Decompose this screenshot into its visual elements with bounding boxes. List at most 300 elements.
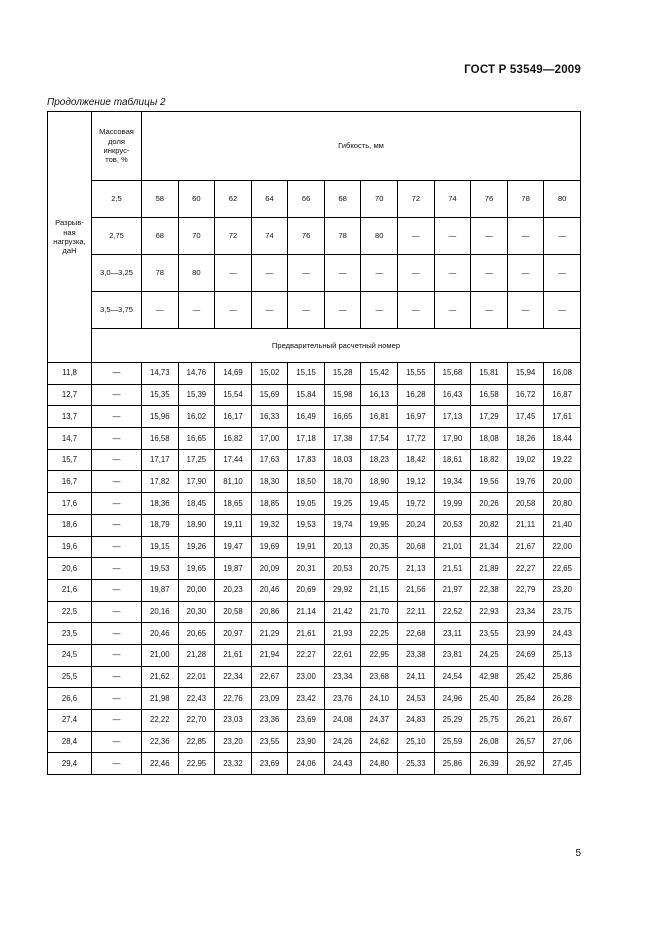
table-row [48, 644, 581, 666]
calc-number-cell: 24,96 [434, 688, 471, 710]
calc-number-cell: 20,53 [324, 558, 361, 580]
calc-number-cell: 17,00 [251, 428, 288, 450]
load-cell: 25,5 [48, 666, 92, 688]
calc-number-cell: 17,61 [544, 406, 581, 428]
calc-number-cell: 23,20 [544, 579, 581, 601]
calc-number-cell: 15,84 [288, 384, 325, 406]
calc-number-cell: 24,80 [361, 753, 398, 775]
calc-number-cell: 26,57 [507, 731, 544, 753]
mass-cell: — [92, 406, 142, 428]
calc-number-cell: 25,40 [471, 688, 508, 710]
flexibility-cell: — [398, 292, 435, 329]
calc-number-cell: 22,00 [544, 536, 581, 558]
calc-number-cell: 25,84 [507, 688, 544, 710]
calc-number-cell: 19,53 [142, 558, 179, 580]
calc-number-cell: 19,56 [471, 471, 508, 493]
calc-number-cell: 20,30 [178, 601, 215, 623]
calc-number-cell: 22,27 [507, 558, 544, 580]
calc-number-cell: 20,97 [215, 623, 252, 645]
load-cell: 23,5 [48, 623, 92, 645]
calc-number-cell: 20,13 [324, 536, 361, 558]
flexibility-cell: 72 [215, 218, 252, 255]
calc-number-cell: 22,27 [288, 644, 325, 666]
calc-number-cell: 26,39 [471, 753, 508, 775]
calc-number-cell: 19,53 [288, 514, 325, 536]
load-cell: 15,7 [48, 449, 92, 471]
calc-number-cell: 21,93 [324, 623, 361, 645]
calc-number-cell: 23,55 [251, 731, 288, 753]
calc-number-cell: 22,38 [471, 579, 508, 601]
calc-number-cell: 25,42 [507, 666, 544, 688]
mass-cell: — [92, 514, 142, 536]
calc-number-cell: 24,83 [398, 710, 435, 732]
calc-number-cell: 22,79 [507, 579, 544, 601]
page-number: 5 [575, 848, 581, 859]
mass-cell: 3,5—3,75 [92, 292, 142, 329]
mass-column-header [92, 112, 142, 181]
calc-number-cell: 19,25 [324, 493, 361, 515]
flexibility-cell: 64 [251, 181, 288, 218]
calc-number-cell: 19,02 [507, 449, 544, 471]
calc-number-cell: 16,58 [471, 384, 508, 406]
calc-number-cell: 19,45 [361, 493, 398, 515]
calc-number-cell: 20,86 [251, 601, 288, 623]
flexibility-cell: — [434, 292, 471, 329]
calc-number-cell: 20,00 [178, 579, 215, 601]
calc-number-cell: 26,67 [544, 710, 581, 732]
calc-header-row [48, 329, 581, 363]
flexibility-cell: — [251, 255, 288, 292]
mass-header-text: Массовая доля инкрус- тов, % [99, 127, 134, 165]
calc-number-cell: 25,59 [434, 731, 471, 753]
calc-number-cell: 21,11 [507, 514, 544, 536]
calc-number-cell: 15,35 [142, 384, 179, 406]
calc-number-cell: 19,65 [178, 558, 215, 580]
calc-number-cell: 19,69 [251, 536, 288, 558]
calc-number-cell: 21,13 [398, 558, 435, 580]
calc-number-cell: 14,76 [178, 363, 215, 385]
calc-number-cell: 20,69 [288, 579, 325, 601]
calc-number-cell: 24,26 [324, 731, 361, 753]
calc-number-cell: 18,65 [215, 493, 252, 515]
calc-number-cell: 22,76 [215, 688, 252, 710]
calc-number-cell: 19,47 [215, 536, 252, 558]
flexibility-cell: 78 [507, 181, 544, 218]
load-cell: 22,5 [48, 601, 92, 623]
calc-number-cell: 18,36 [142, 493, 179, 515]
calc-number-cell: 18,44 [544, 428, 581, 450]
calc-number-cell: 23,36 [251, 710, 288, 732]
calc-number-cell: 19,12 [398, 471, 435, 493]
calc-number-cell: 18,42 [398, 449, 435, 471]
calc-number-cell: 21,67 [507, 536, 544, 558]
calc-number-cell: 27,45 [544, 753, 581, 775]
mass-cell: — [92, 558, 142, 580]
flexibility-cell: — [471, 292, 508, 329]
load-cell: 28,4 [48, 731, 92, 753]
calc-number-cell: 17,90 [178, 471, 215, 493]
flexibility-cell: — [507, 255, 544, 292]
calc-number-cell: 15,02 [251, 363, 288, 385]
calc-number-cell: 23,68 [361, 666, 398, 688]
calc-number-cell: 24,25 [471, 644, 508, 666]
table-caption: Продолжение таблицы 2 [47, 97, 166, 108]
calc-number-cell: 20,35 [361, 536, 398, 558]
flexibility-cell: 80 [178, 255, 215, 292]
table-row [48, 601, 581, 623]
flexibility-row [48, 181, 581, 218]
calc-number-cell: 21,14 [288, 601, 325, 623]
calc-number-cell: 21,00 [142, 644, 179, 666]
calc-number-cell: 20,23 [215, 579, 252, 601]
calc-number-cell: 24,11 [398, 666, 435, 688]
calc-number-cell: 23,34 [324, 666, 361, 688]
calc-number-cell: 15,54 [215, 384, 252, 406]
calc-number-cell: 25,29 [434, 710, 471, 732]
calc-number-cell: 22,95 [178, 753, 215, 775]
flexibility-cell: 76 [288, 218, 325, 255]
mass-cell: — [92, 428, 142, 450]
flexibility-cell: — [471, 255, 508, 292]
calc-number-cell: 21,42 [324, 601, 361, 623]
mass-cell: — [92, 688, 142, 710]
calc-number-cell: 25,86 [544, 666, 581, 688]
calc-number-cell: 23,42 [288, 688, 325, 710]
load-cell: 24,5 [48, 644, 92, 666]
flexibility-cell: — [434, 255, 471, 292]
calc-number-cell: 18,82 [471, 449, 508, 471]
calc-number-cell: 16,13 [361, 384, 398, 406]
calc-number-cell: 26,28 [544, 688, 581, 710]
calc-number-cell: 22,11 [398, 601, 435, 623]
calc-number-cell: 19,95 [361, 514, 398, 536]
flexibility-cell: 68 [142, 218, 179, 255]
calc-number-cell: 21,29 [251, 623, 288, 645]
standard-code: ГОСТ Р 53549—2009 [464, 64, 581, 76]
calc-number-cell: 23,55 [471, 623, 508, 645]
calc-number-cell: 22,52 [434, 601, 471, 623]
flexibility-cell: 62 [215, 181, 252, 218]
calc-number-cell: 21,98 [142, 688, 179, 710]
load-cell: 20,6 [48, 558, 92, 580]
calc-number-cell: 20,58 [215, 601, 252, 623]
load-cell: 27,4 [48, 710, 92, 732]
calc-number-cell: 17,45 [507, 406, 544, 428]
calc-number-cell: 22,01 [178, 666, 215, 688]
flexibility-cell: 76 [471, 181, 508, 218]
flexibility-cell: — [288, 292, 325, 329]
load-cell: 12,7 [48, 384, 92, 406]
calc-number-cell: 26,21 [507, 710, 544, 732]
calc-number-cell: 29,92 [324, 579, 361, 601]
calc-number-cell: 17,29 [471, 406, 508, 428]
calc-number-cell: 18,90 [361, 471, 398, 493]
mass-cell: — [92, 666, 142, 688]
calc-number-cell: 24,62 [361, 731, 398, 753]
calc-number-cell: 16,65 [324, 406, 361, 428]
calc-number-cell: 16,28 [398, 384, 435, 406]
calc-number-cell: 16,82 [215, 428, 252, 450]
mass-cell: — [92, 579, 142, 601]
calc-number-cell: 16,58 [142, 428, 179, 450]
calc-number-cell: 23,69 [251, 753, 288, 775]
table-row [48, 731, 581, 753]
flexibility-row [48, 218, 581, 255]
flexibility-cell: 68 [324, 181, 361, 218]
load-column-header [48, 112, 92, 363]
calc-number-cell: 20,09 [251, 558, 288, 580]
calc-number-cell: 18,61 [434, 449, 471, 471]
calc-number-cell: 20,82 [471, 514, 508, 536]
calc-number-cell: 24,37 [361, 710, 398, 732]
mass-cell: 3,0—3,25 [92, 255, 142, 292]
flexibility-cell: — [471, 218, 508, 255]
calc-number-cell: 20,16 [142, 601, 179, 623]
calc-number-cell: 16,08 [544, 363, 581, 385]
calc-number-cell: 19,22 [544, 449, 581, 471]
flexibility-cell: — [361, 292, 398, 329]
calc-number-cell: 23,32 [215, 753, 252, 775]
calc-number-cell: 25,13 [544, 644, 581, 666]
calc-number-cell: 19,15 [142, 536, 179, 558]
calc-number-cell: 20,46 [142, 623, 179, 645]
calc-number-cell: 22,22 [142, 710, 179, 732]
calc-number-cell: 22,68 [398, 623, 435, 645]
calc-number-cell: 17,90 [434, 428, 471, 450]
calc-number-cell: 20,65 [178, 623, 215, 645]
calc-number-cell: 22,95 [361, 644, 398, 666]
load-cell: 17,6 [48, 493, 92, 515]
table-row [48, 753, 581, 775]
flexibility-cell: — [251, 292, 288, 329]
calc-number-cell: 25,75 [471, 710, 508, 732]
calc-number-cell: 16,49 [288, 406, 325, 428]
calc-number-cell: 17,17 [142, 449, 179, 471]
calc-number-cell: 20,00 [544, 471, 581, 493]
calc-number-cell: 20,26 [471, 493, 508, 515]
calc-number-cell: 21,97 [434, 579, 471, 601]
calc-number-cell: 21,34 [471, 536, 508, 558]
calc-number-cell: 21,01 [434, 536, 471, 558]
flexibility-cell: — [142, 292, 179, 329]
flexibility-cell: 74 [434, 181, 471, 218]
calc-number-cell: 23,00 [288, 666, 325, 688]
table-row [48, 514, 581, 536]
calc-number-cell: 24,53 [398, 688, 435, 710]
calc-number-cell: 16,33 [251, 406, 288, 428]
calc-number-cell: 23,11 [434, 623, 471, 645]
calc-number-cell: 22,34 [215, 666, 252, 688]
table-row [48, 536, 581, 558]
flexibility-cell: 70 [361, 181, 398, 218]
calc-number-cell: 22,46 [142, 753, 179, 775]
calc-number-cell: 20,80 [544, 493, 581, 515]
load-cell: 29,4 [48, 753, 92, 775]
calc-number-cell: 18,03 [324, 449, 361, 471]
flexibility-cell: — [398, 255, 435, 292]
calc-number-cell: 20,58 [507, 493, 544, 515]
flexibility-cell: — [288, 255, 325, 292]
load-cell: 19,6 [48, 536, 92, 558]
mass-cell: — [92, 731, 142, 753]
calc-number-cell: 23,99 [507, 623, 544, 645]
calc-number-cell: 21,61 [215, 644, 252, 666]
flexibility-cell: — [434, 218, 471, 255]
flexibility-cell: — [507, 292, 544, 329]
calc-number-cell: 27,06 [544, 731, 581, 753]
calc-number-cell: 24,06 [288, 753, 325, 775]
calc-number-cell: 18,50 [288, 471, 325, 493]
table-row [48, 558, 581, 580]
calc-number-cell: 18,26 [507, 428, 544, 450]
calc-number-cell: 20,31 [288, 558, 325, 580]
calc-number-cell: 24,08 [324, 710, 361, 732]
load-cell: 16,7 [48, 471, 92, 493]
calc-number-cell: 16,02 [178, 406, 215, 428]
mass-cell: — [92, 363, 142, 385]
calc-number-cell: 21,94 [251, 644, 288, 666]
table-row [48, 471, 581, 493]
flexibility-cell: — [215, 255, 252, 292]
calc-number-cell: 18,30 [251, 471, 288, 493]
calc-number-cell: 15,39 [178, 384, 215, 406]
table-header-row [48, 112, 581, 181]
calc-number-cell: 16,87 [544, 384, 581, 406]
calc-number-cell: 21,62 [142, 666, 179, 688]
table-row [48, 710, 581, 732]
calc-number-cell: 15,68 [434, 363, 471, 385]
calc-number-cell: 26,92 [507, 753, 544, 775]
calc-number-cell: 16,17 [215, 406, 252, 428]
flexibility-cell: — [507, 218, 544, 255]
flexibility-cell: — [544, 255, 581, 292]
calc-number-cell: 22,25 [361, 623, 398, 645]
calc-number-cell: 19,32 [251, 514, 288, 536]
flexibility-cell: 80 [544, 181, 581, 218]
calc-number-header: Предварительный расчетный номер [92, 329, 581, 363]
flexibility-cell: — [544, 292, 581, 329]
calc-number-cell: 22,43 [178, 688, 215, 710]
calc-number-cell: 15,81 [471, 363, 508, 385]
flexibility-cell: — [361, 255, 398, 292]
calc-number-cell: 18,70 [324, 471, 361, 493]
calc-number-cell: 26,08 [471, 731, 508, 753]
calc-number-cell: 15,98 [324, 384, 361, 406]
calc-number-cell: 18,90 [178, 514, 215, 536]
calc-number-cell: 17,72 [398, 428, 435, 450]
calc-number-cell: 14,69 [215, 363, 252, 385]
flexibility-header: Гибкость, мм [142, 112, 581, 181]
flexibility-cell: — [398, 218, 435, 255]
flexibility-cell: 74 [251, 218, 288, 255]
mass-cell: — [92, 471, 142, 493]
calc-number-cell: 23,81 [434, 644, 471, 666]
flexibility-cell: 78 [324, 218, 361, 255]
calc-number-cell: 22,70 [178, 710, 215, 732]
calc-number-cell: 24,69 [507, 644, 544, 666]
table-row [48, 688, 581, 710]
calc-number-cell: 17,18 [288, 428, 325, 450]
calc-number-cell: 17,25 [178, 449, 215, 471]
load-header-text: Разрыв- ная нагрузка, даН [53, 218, 86, 256]
calc-number-cell: 16,72 [507, 384, 544, 406]
calc-number-cell: 16,97 [398, 406, 435, 428]
calc-number-cell: 81,10 [215, 471, 252, 493]
calc-number-cell: 15,69 [251, 384, 288, 406]
calc-number-cell: 25,10 [398, 731, 435, 753]
calc-number-cell: 15,96 [142, 406, 179, 428]
calc-number-cell: 17,83 [288, 449, 325, 471]
calc-number-cell: 24,43 [324, 753, 361, 775]
calc-number-cell: 18,85 [251, 493, 288, 515]
calc-number-cell: 20,24 [398, 514, 435, 536]
calc-number-cell: 18,45 [178, 493, 215, 515]
calc-number-cell: 19,99 [434, 493, 471, 515]
load-cell: 11,8 [48, 363, 92, 385]
table-row [48, 666, 581, 688]
calc-number-cell: 23,34 [507, 601, 544, 623]
flexibility-cell: 66 [288, 181, 325, 218]
calc-number-cell: 15,55 [398, 363, 435, 385]
flexibility-cell: 60 [178, 181, 215, 218]
calc-number-cell: 19,76 [507, 471, 544, 493]
calc-number-cell: 19,11 [215, 514, 252, 536]
calc-number-cell: 19,87 [142, 579, 179, 601]
calc-number-cell: 16,43 [434, 384, 471, 406]
calc-number-cell: 19,72 [398, 493, 435, 515]
flexibility-cell: 72 [398, 181, 435, 218]
calc-number-cell: 21,61 [288, 623, 325, 645]
table-row [48, 493, 581, 515]
calc-number-cell: 19,05 [288, 493, 325, 515]
table-row [48, 449, 581, 471]
calc-number-cell: 42,98 [471, 666, 508, 688]
table-row [48, 623, 581, 645]
flexibility-cell: — [178, 292, 215, 329]
calc-number-cell: 17,13 [434, 406, 471, 428]
calc-number-cell: 24,54 [434, 666, 471, 688]
flexibility-cell: 78 [142, 255, 179, 292]
calc-number-cell: 25,86 [434, 753, 471, 775]
calc-number-cell: 21,89 [471, 558, 508, 580]
calc-number-cell: 19,74 [324, 514, 361, 536]
table-row [48, 406, 581, 428]
mass-cell: — [92, 753, 142, 775]
calc-number-cell: 19,91 [288, 536, 325, 558]
flexibility-cell: — [324, 292, 361, 329]
calc-number-cell: 22,93 [471, 601, 508, 623]
table-row [48, 579, 581, 601]
calc-number-cell: 22,85 [178, 731, 215, 753]
calc-number-cell: 15,15 [288, 363, 325, 385]
mass-cell: — [92, 601, 142, 623]
calc-number-cell: 21,56 [398, 579, 435, 601]
calc-number-cell: 21,28 [178, 644, 215, 666]
calc-number-cell: 22,61 [324, 644, 361, 666]
calc-number-cell: 23,03 [215, 710, 252, 732]
mass-cell: — [92, 449, 142, 471]
mass-cell: — [92, 536, 142, 558]
calc-number-cell: 20,75 [361, 558, 398, 580]
calc-number-cell: 21,40 [544, 514, 581, 536]
flexibility-row [48, 255, 581, 292]
load-cell: 13,7 [48, 406, 92, 428]
flexibility-cell: — [544, 218, 581, 255]
calc-number-cell: 23,38 [398, 644, 435, 666]
flexibility-cell: 58 [142, 181, 179, 218]
calc-number-cell: 20,53 [434, 514, 471, 536]
flexibility-cell: 80 [361, 218, 398, 255]
